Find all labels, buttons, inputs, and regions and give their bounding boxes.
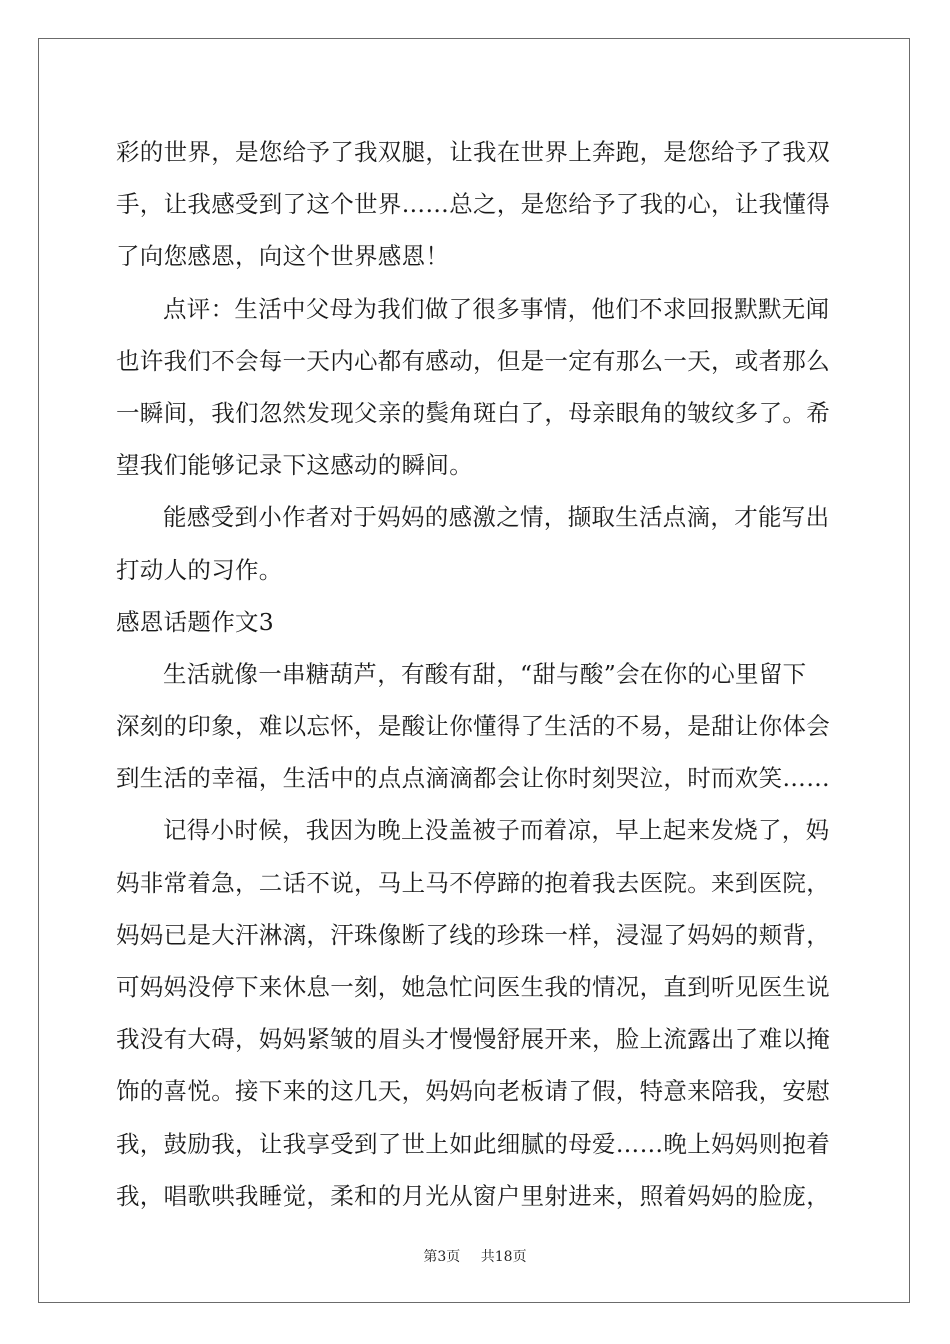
text-line: 了向您感恩，向这个世界感恩！ [116, 242, 450, 271]
text-line: 妈妈已是大汗淋漓，汗珠像断了线的珍珠一样，浸湿了妈妈的颊背， [116, 920, 830, 949]
text-line: 记得小时候，我因为晚上没盖被子而着凉，早上起来发烧了，妈 [163, 816, 830, 845]
text-line: 到生活的幸福，生活中的点点滴滴都会让你时刻哭泣，时而欢笑…… [116, 764, 830, 793]
text-line: 彩的世界，是您给予了我双腿，让我在世界上奔跑，是您给予了我双 [116, 138, 830, 166]
text-line: 可妈妈没停下来休息一刻，她急忙问医生我的情况，直到听见医生说 [116, 973, 830, 1001]
text-line: 也许我们不会每一天内心都有感动，但是一定有那么一天，或者那么 [116, 346, 830, 375]
text-line: 深刻的印象，难以忘怀，是酸让你懂得了生活的不易，是甜让你体会 [116, 712, 830, 741]
text-line: 妈非常着急，二话不说，马上马不停蹄的抱着我去医院。来到医院， [116, 868, 830, 897]
section-heading: 感恩话题作文3 [116, 607, 275, 636]
text-line: 一瞬间，我们忽然发现父亲的鬓角斑白了，母亲眼角的皱纹多了。希 [116, 398, 830, 427]
current-page-number: 第3页 [423, 1249, 461, 1265]
text-line: 能感受到小作者对于妈妈的感激之情，撷取生活点滴，才能写出 [163, 503, 830, 532]
text-line: 我，唱歌哄我睡觉，柔和的月光从窗户里射进来，照着妈妈的脸庞， [116, 1181, 830, 1210]
page-footer [0, 1246, 950, 1266]
text-line: 打动人的习作。 [116, 555, 283, 584]
text-line: 手，让我感受到了这个世界……总之，是您给予了我的心，让我懂得 [116, 190, 830, 219]
text-line: 望我们能够记录下这感动的瞬间。 [116, 451, 473, 480]
text-line: 生活就像一串糖葫芦，有酸有甜，“甜与酸”会在你的心里留下 [163, 659, 807, 688]
document-body [116, 126, 836, 1222]
text-line: 我没有大碍，妈妈紧皱的眉头才慢慢舒展开来，脸上流露出了难以掩 [116, 1025, 830, 1054]
total-page-count: 共18页 [480, 1249, 527, 1265]
text-line: 饰的喜悦。接下来的这几天，妈妈向老板请了假，特意来陪我，安慰 [116, 1077, 830, 1106]
text-line: 我，鼓励我，让我享受到了世上如此细腻的母爱……晚上妈妈则抱着 [116, 1129, 830, 1158]
text-line: 点评：生活中父母为我们做了很多事情，他们不求回报默默无闻 [163, 294, 830, 323]
